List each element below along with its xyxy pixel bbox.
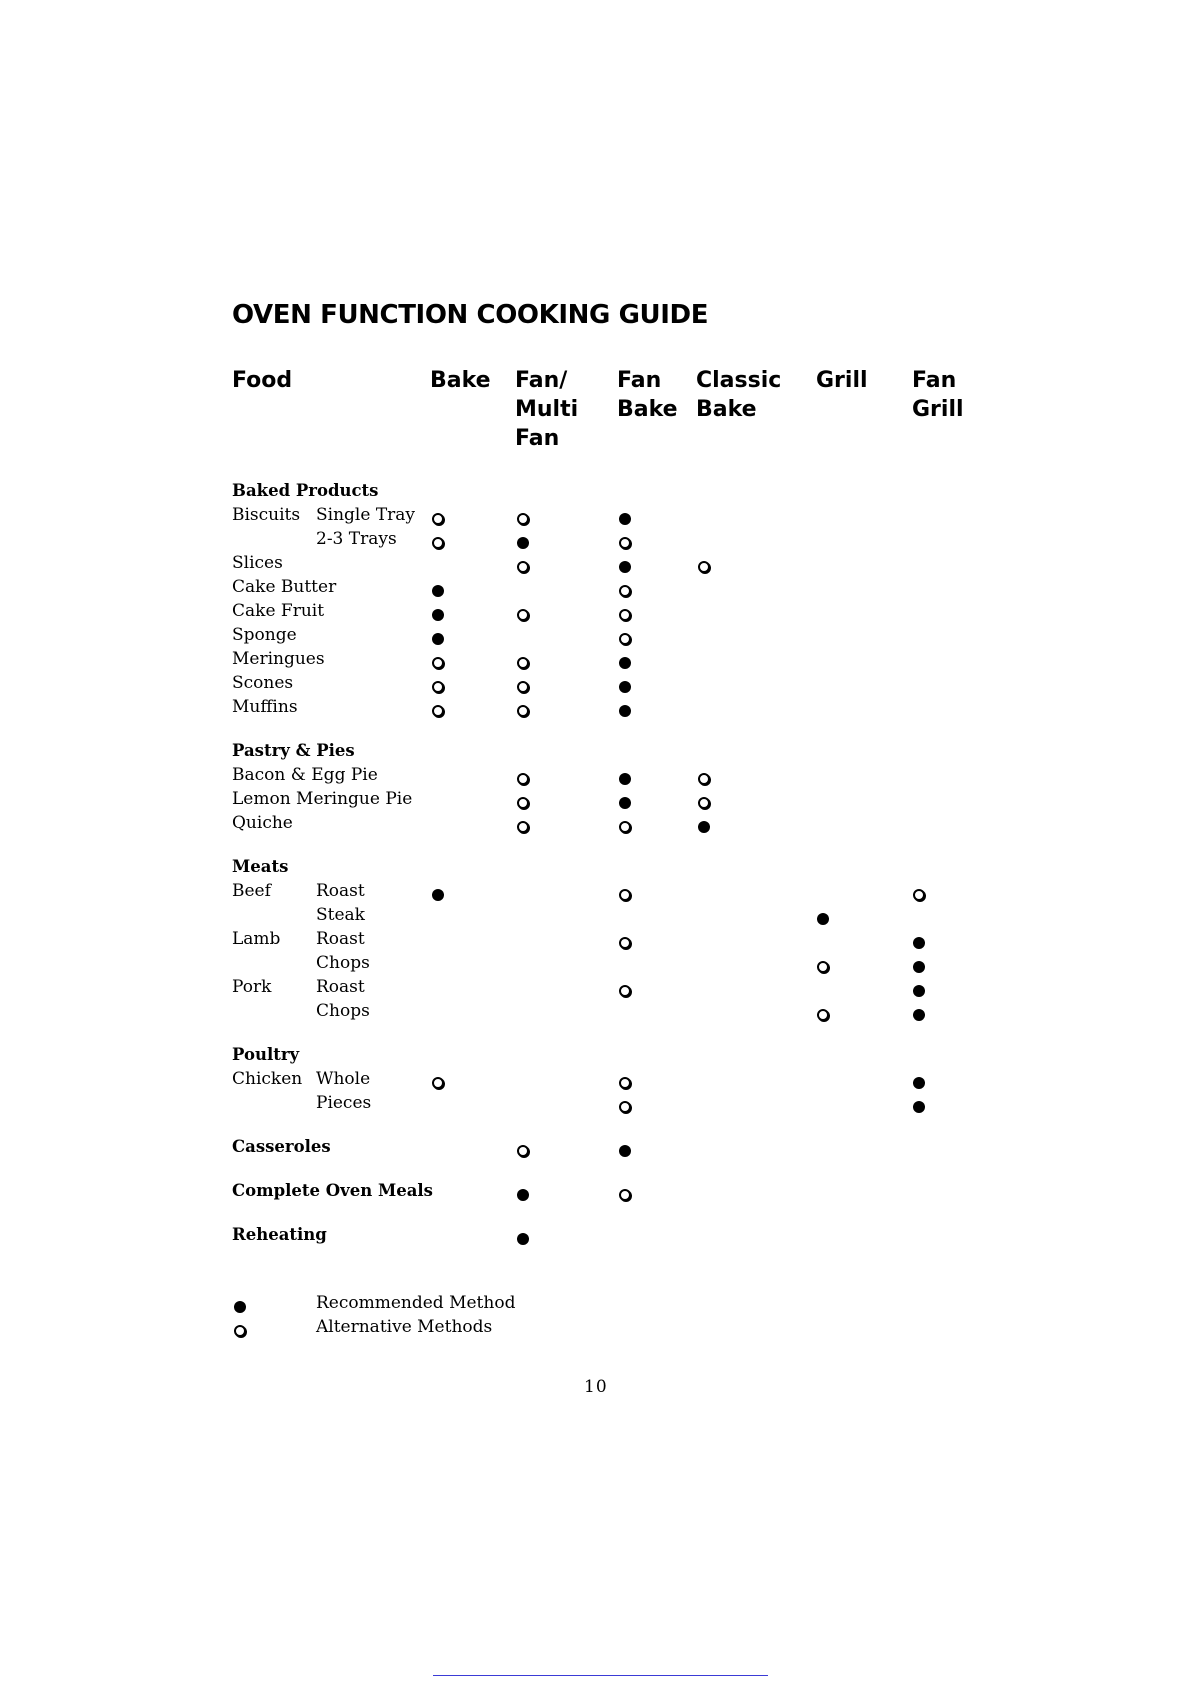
recommended-marker-icon: [913, 937, 925, 949]
alternative-marker-icon: [817, 961, 829, 973]
header-grill: Grill: [816, 368, 868, 393]
alternative-marker-icon: [619, 821, 631, 833]
recommended-marker-icon: [619, 1145, 631, 1157]
food-name: Beef: [232, 881, 271, 901]
alternative-marker-icon: [619, 889, 631, 901]
alternative-marker-icon: [517, 773, 529, 785]
alternative-marker-icon: [517, 609, 529, 621]
alternative-marker-icon: [432, 657, 444, 669]
recommended-marker-icon: [913, 985, 925, 997]
food-subtype: Chops: [316, 1001, 370, 1021]
food-name: Bacon & Egg Pie: [232, 765, 378, 785]
food-subtype: Steak: [316, 905, 365, 925]
food-name: Muffins: [232, 697, 298, 717]
food-name: Cake Fruit: [232, 601, 325, 621]
alternative-marker-icon: [619, 1077, 631, 1089]
alternative-marker-icon: [517, 821, 529, 833]
recommended-marker-icon: [619, 561, 631, 573]
recommended-marker-icon: [517, 1189, 529, 1201]
recommended-marker-icon: [432, 889, 444, 901]
recommended-marker-icon: [913, 1101, 925, 1113]
alternative-marker-icon: [517, 797, 529, 809]
alternative-marker-icon: [698, 773, 710, 785]
alternative-marker-icon: [432, 513, 444, 525]
header-bake: Bake: [430, 368, 491, 393]
alternative-marker-icon: [432, 1077, 444, 1089]
recommended-marker-icon: [432, 633, 444, 645]
header-food: Food: [232, 368, 293, 393]
legend-alternative-icon: [234, 1325, 246, 1337]
food-name: Lemon Meringue Pie: [232, 789, 413, 809]
header-fan-bake: Fan Bake: [617, 368, 678, 422]
page-number: 10: [584, 1377, 608, 1397]
food-name: Pork: [232, 977, 272, 997]
legend-label: Recommended Method: [316, 1293, 516, 1313]
alternative-marker-icon: [517, 513, 529, 525]
recommended-marker-icon: [517, 1233, 529, 1245]
alternative-marker-icon: [517, 705, 529, 717]
food-subtype: Roast: [316, 881, 365, 901]
food-name: Biscuits: [232, 505, 301, 525]
alternative-marker-icon: [619, 1101, 631, 1113]
alternative-marker-icon: [517, 1145, 529, 1157]
food-subtype: Chops: [316, 953, 370, 973]
page-title: OVEN FUNCTION COOKING GUIDE: [232, 300, 709, 330]
food-subtype: Single Tray: [316, 505, 416, 525]
food-subtype: Pieces: [316, 1093, 372, 1113]
recommended-marker-icon: [913, 1009, 925, 1021]
food-name: Scones: [232, 673, 294, 693]
section-heading: Reheating: [232, 1225, 327, 1244]
food-name: Cake Butter: [232, 577, 337, 597]
recommended-marker-icon: [698, 821, 710, 833]
header-fan-multi-fan: Fan/ Multi Fan: [515, 368, 579, 451]
recommended-marker-icon: [913, 1077, 925, 1089]
recommended-marker-icon: [619, 513, 631, 525]
alternative-marker-icon: [619, 633, 631, 645]
food-subtype: 2-3 Trays: [316, 529, 397, 549]
section-heading: Pastry & Pies: [232, 741, 355, 760]
recommended-marker-icon: [817, 913, 829, 925]
alternative-marker-icon: [619, 609, 631, 621]
recommended-marker-icon: [432, 609, 444, 621]
food-name: Sponge: [232, 625, 297, 645]
alternative-marker-icon: [432, 681, 444, 693]
section-heading: Complete Oven Meals: [232, 1181, 433, 1200]
food-name: Meringues: [232, 649, 325, 669]
recommended-marker-icon: [619, 681, 631, 693]
section-heading: Casseroles: [232, 1137, 331, 1156]
section-heading: Baked Products: [232, 481, 379, 500]
alternative-marker-icon: [817, 1009, 829, 1021]
alternative-marker-icon: [698, 561, 710, 573]
section-heading: Meats: [232, 857, 289, 876]
footer-rule: [433, 1675, 768, 1676]
alternative-marker-icon: [517, 657, 529, 669]
food-name: Quiche: [232, 813, 293, 833]
food-name: Slices: [232, 553, 283, 573]
alternative-marker-icon: [619, 537, 631, 549]
alternative-marker-icon: [619, 985, 631, 997]
recommended-marker-icon: [517, 537, 529, 549]
recommended-marker-icon: [432, 585, 444, 597]
recommended-marker-icon: [913, 961, 925, 973]
alternative-marker-icon: [619, 937, 631, 949]
header-classic-bake: Classic Bake: [696, 368, 782, 422]
food-subtype: Roast: [316, 977, 365, 997]
alternative-marker-icon: [517, 681, 529, 693]
alternative-marker-icon: [913, 889, 925, 901]
recommended-marker-icon: [619, 705, 631, 717]
alternative-marker-icon: [517, 561, 529, 573]
alternative-marker-icon: [698, 797, 710, 809]
recommended-marker-icon: [619, 657, 631, 669]
legend-recommended-icon: [234, 1301, 246, 1313]
legend-label: Alternative Methods: [316, 1317, 493, 1337]
food-subtype: Whole: [316, 1069, 371, 1089]
recommended-marker-icon: [619, 773, 631, 785]
alternative-marker-icon: [432, 537, 444, 549]
food-name: Lamb: [232, 929, 281, 949]
food-subtype: Roast: [316, 929, 365, 949]
alternative-marker-icon: [619, 585, 631, 597]
alternative-marker-icon: [619, 1189, 631, 1201]
food-name: Chicken: [232, 1069, 303, 1089]
header-fan-grill: Fan Grill: [912, 368, 964, 422]
alternative-marker-icon: [432, 705, 444, 717]
recommended-marker-icon: [619, 797, 631, 809]
section-heading: Poultry: [232, 1045, 300, 1064]
